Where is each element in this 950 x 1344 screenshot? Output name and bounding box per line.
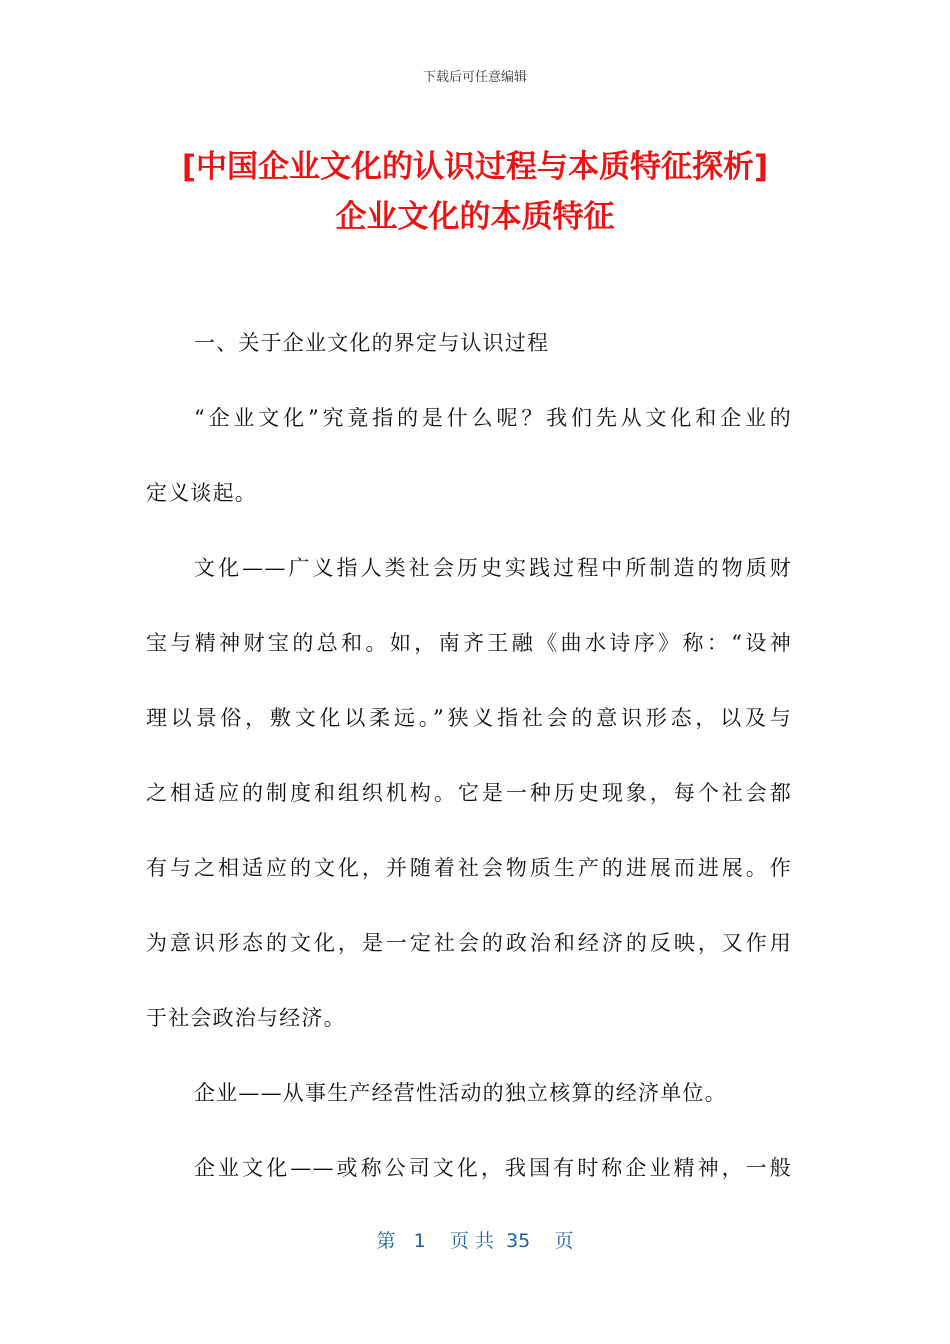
paragraph-line: 为意识形态的文化，是一定社会的政治和经济的反映，又作用: [146, 931, 792, 955]
paragraph-line: 文化——广义指人类社会历史实践过程中所制造的物质财: [194, 556, 792, 580]
paragraph-line: 定义谈起。: [146, 481, 257, 505]
paragraph-line: 企业——从事生产经营性活动的独立核算的经济单位。: [194, 1081, 727, 1105]
footer-prefix: 第: [376, 1230, 396, 1252]
paragraph-line: 理以景俗，敷文化以柔远。”狭义指社会的意识形态，以及与: [146, 706, 792, 730]
section-heading: 一、关于企业文化的界定与认识过程: [194, 331, 550, 355]
body-text: [146, 306, 792, 1206]
footer-suffix: 页: [554, 1230, 574, 1252]
paragraph-line: 企业文化——或称公司文化，我国有时称企业精神，一般: [194, 1156, 792, 1180]
paragraph-line: 之相适应的制度和组织机构。它是一种历史现象，每个社会都: [146, 781, 792, 805]
paragraph-line: 宝与精神财宝的总和。如，南齐王融《曲水诗序》称：“设神: [146, 631, 792, 655]
paragraph-line: “企业文化”究竟指的是什么呢？我们先从文化和企业的: [194, 406, 792, 430]
page-footer: [0, 1226, 950, 1253]
footer-middle: 页 共: [449, 1230, 494, 1252]
paragraph-line: 有与之相适应的文化，并随着社会物质生产的进展而进展。作: [146, 856, 792, 880]
document-title: [100, 142, 850, 242]
footer-page-number: 1: [413, 1230, 426, 1252]
header-note: 下载后可任意编辑: [422, 70, 527, 85]
footer-total-pages: 35: [506, 1230, 531, 1252]
title-line-2: 企业文化的本质特征: [335, 199, 615, 235]
title-line-1: [中国企业文化的认识过程与本质特征探析]: [181, 149, 769, 185]
paragraph-line: 于社会政治与经济。: [146, 1006, 346, 1030]
